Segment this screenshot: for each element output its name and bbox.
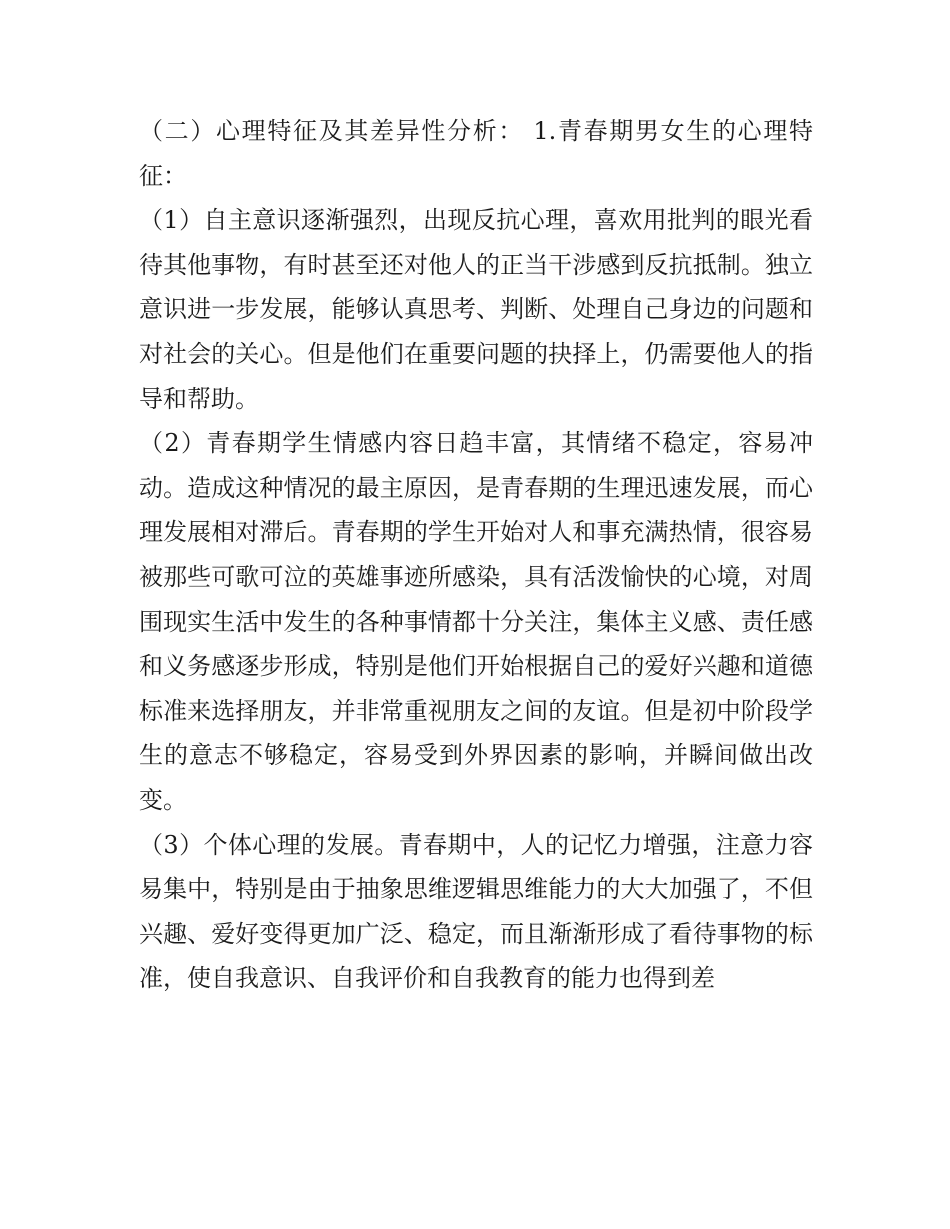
document-body [139, 109, 813, 1001]
section-heading: （二）心理特征及其差异性分析： 1.青春期男女生的心理特征： [139, 117, 813, 190]
paragraph-1: （1）自主意识逐渐强烈，出现反抗心理，喜欢用批判的眼光看待其他事物，有时甚至还对他人的正当干涉感到反抗抵制。独立意识进一步发展，能够认真思考、判断、处理自己身边的问题和对社会的关心。但是他们在重要问题的抉择上，仍需要他人的指导和帮助。 [139, 206, 813, 413]
paragraph-3: （3）个体心理的发展。青春期中，人的记忆力增强，注意力容易集中，特别是由于抽象思维逻辑思维能力的大大加强了，不但兴趣、爱好变得更加广泛、稳定，而且渐渐形成了看待事物的标准，使自我意识、自我评价和自我教育的能力也得到差 [139, 830, 813, 993]
paragraph-2: （2）青春期学生情感内容日趋丰富，其情绪不稳定，容易冲动。造成这种情况的最主原因，是青春期的生理迅速发展，而心理发展相对滞后。青春期的学生开始对人和事充满热情，很容易被那些可歌可泣的英雄事迹所感染，具有活泼愉快的心境，对周围现实生活中发生的各种事情都十分关注，集体主义感、责任感和义务感逐步形成，特别是他们开始根据自己的爱好兴趣和道德标准来选择朋友，并非常重视朋友之间的友谊。但是初中阶段学生的意志不够稳定，容易受到外界因素的影响，并瞬间做出改变。 [139, 429, 813, 814]
